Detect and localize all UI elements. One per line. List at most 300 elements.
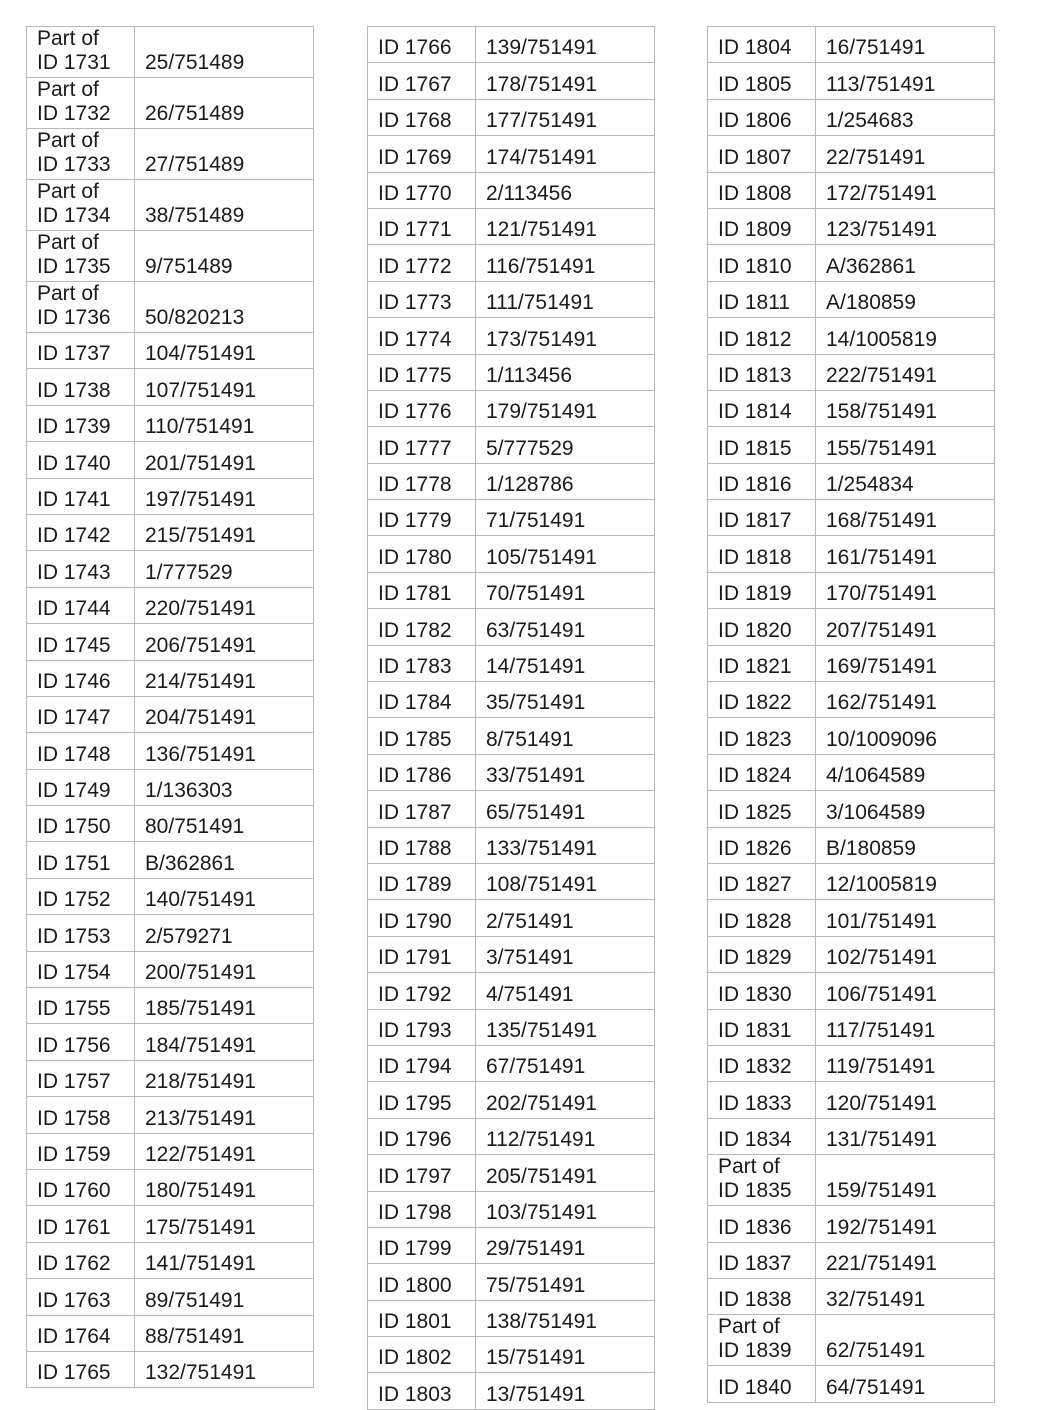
table-row — [368, 354, 655, 390]
reference-cell: 120/751491 — [816, 1082, 995, 1118]
id-cell: ID 1759 — [27, 1133, 135, 1169]
id-label: ID 1731 — [37, 51, 111, 74]
reference-cell: 141/751491 — [135, 1242, 314, 1278]
id-cell: ID 1794 — [368, 1045, 476, 1081]
table-row — [27, 587, 314, 623]
id-cell: ID 1778 — [368, 463, 476, 499]
id-cell: ID 1745 — [27, 624, 135, 660]
table-row — [368, 900, 655, 936]
table-row — [368, 682, 655, 718]
reference-cell: 67/751491 — [476, 1045, 655, 1081]
table-row — [27, 1024, 314, 1060]
id-cell: ID 1798 — [368, 1191, 476, 1227]
table-row — [368, 1300, 655, 1336]
reference-cell: 221/751491 — [816, 1242, 995, 1278]
reference-cell: 101/751491 — [816, 900, 995, 936]
reference-cell: 1/128786 — [476, 463, 655, 499]
id-cell: ID 1803 — [368, 1373, 476, 1409]
id-cell: ID 1766 — [368, 27, 476, 63]
part-of-label: Part of — [37, 27, 99, 50]
reference-cell: 155/751491 — [816, 427, 995, 463]
table-row — [27, 769, 314, 805]
reference-cell: 184/751491 — [135, 1024, 314, 1060]
id-cell: ID 1797 — [368, 1155, 476, 1191]
table-row — [708, 63, 995, 99]
id-cell: ID 1789 — [368, 863, 476, 899]
table-row — [27, 1169, 314, 1205]
table-row — [368, 1264, 655, 1300]
reference-cell: 1/136303 — [135, 769, 314, 805]
table-row — [708, 900, 995, 936]
reference-cell: 105/751491 — [476, 536, 655, 572]
table-row — [708, 281, 995, 317]
table-row — [708, 973, 995, 1009]
table-row — [27, 1279, 314, 1315]
part-of-label: Part of — [718, 1315, 780, 1339]
table-row — [27, 696, 314, 732]
reference-cell: 180/751491 — [135, 1169, 314, 1205]
id-cell: ID 1787 — [368, 791, 476, 827]
table-row — [27, 915, 314, 951]
id-cell: ID 1764 — [27, 1315, 135, 1351]
reference-cell: 38/751489 — [135, 180, 314, 231]
reference-cell: 10/1009096 — [816, 718, 995, 754]
id-cell: ID 1840 — [708, 1366, 816, 1402]
reference-cell: 110/751491 — [135, 405, 314, 441]
id-cell: ID 1796 — [368, 1118, 476, 1154]
table-row — [708, 1366, 995, 1402]
table-row — [368, 500, 655, 536]
reference-cell: 170/751491 — [816, 572, 995, 608]
id-table-column-1 — [26, 26, 314, 1388]
part-of-label: Part of — [37, 180, 99, 203]
reference-cell: 2/751491 — [476, 900, 655, 936]
table-row — [368, 973, 655, 1009]
id-cell: ID 1829 — [708, 936, 816, 972]
reference-cell: 108/751491 — [476, 863, 655, 899]
id-cell: ID 1754 — [27, 951, 135, 987]
id-cell: ID 1799 — [368, 1227, 476, 1263]
table-row — [368, 718, 655, 754]
reference-cell: 27/751489 — [135, 129, 314, 180]
id-cell: ID 1802 — [368, 1337, 476, 1373]
table-row — [368, 645, 655, 681]
reference-cell: 178/751491 — [476, 63, 655, 99]
id-cell: ID 1790 — [368, 900, 476, 936]
table-row — [27, 231, 314, 282]
reference-cell: 132/751491 — [135, 1351, 314, 1387]
table-row — [368, 245, 655, 281]
table-row — [368, 1045, 655, 1081]
reference-cell: 174/751491 — [476, 136, 655, 172]
table-row — [27, 333, 314, 369]
id-cell: ID 1815 — [708, 427, 816, 463]
id-cell: ID 1741 — [27, 478, 135, 514]
id-cell: ID 1761 — [27, 1206, 135, 1242]
table-row — [708, 208, 995, 244]
table-row — [368, 536, 655, 572]
id-label: ID 1733 — [37, 153, 111, 176]
table-row — [708, 827, 995, 863]
reference-cell: 2/113456 — [476, 172, 655, 208]
table-row — [708, 27, 995, 63]
id-cell: ID 1786 — [368, 754, 476, 790]
reference-cell: 102/751491 — [816, 936, 995, 972]
id-cell: ID 1828 — [708, 900, 816, 936]
id-cell: ID 1747 — [27, 696, 135, 732]
id-cell: ID 1744 — [27, 587, 135, 623]
reference-cell: 106/751491 — [816, 973, 995, 1009]
id-cell: ID 1807 — [708, 136, 816, 172]
id-label: ID 1734 — [37, 204, 111, 227]
reference-cell: 14/1005819 — [816, 318, 995, 354]
part-of-label: Part of — [37, 129, 99, 152]
reference-cell: 136/751491 — [135, 733, 314, 769]
id-cell: ID 1814 — [708, 390, 816, 426]
reference-cell: 207/751491 — [816, 609, 995, 645]
reference-cell: 168/751491 — [816, 500, 995, 536]
table-row — [27, 369, 314, 405]
id-cell: ID 1777 — [368, 427, 476, 463]
table-row — [27, 514, 314, 550]
table-row — [708, 99, 995, 135]
table-row — [27, 1206, 314, 1242]
table-row — [368, 390, 655, 426]
reference-cell: 63/751491 — [476, 609, 655, 645]
id-cell: ID 1768 — [368, 99, 476, 135]
table-row — [368, 1191, 655, 1227]
reference-cell: 3/1064589 — [816, 791, 995, 827]
reference-cell: 205/751491 — [476, 1155, 655, 1191]
reference-cell: 4/751491 — [476, 973, 655, 1009]
reference-cell: 162/751491 — [816, 682, 995, 718]
id-cell: ID 1750 — [27, 806, 135, 842]
reference-cell: 201/751491 — [135, 442, 314, 478]
reference-cell: 71/751491 — [476, 500, 655, 536]
id-cell: ID 1801 — [368, 1300, 476, 1336]
reference-cell: 175/751491 — [135, 1206, 314, 1242]
table-row — [27, 660, 314, 696]
reference-cell: 123/751491 — [816, 208, 995, 244]
reference-cell: 62/751491 — [816, 1315, 995, 1366]
reference-cell: 22/751491 — [816, 136, 995, 172]
reference-cell: 206/751491 — [135, 624, 314, 660]
table-row — [368, 827, 655, 863]
id-cell: ID 1758 — [27, 1097, 135, 1133]
id-cell — [27, 78, 135, 129]
table-row — [27, 405, 314, 441]
reference-cell: 172/751491 — [816, 172, 995, 208]
reference-cell: 104/751491 — [135, 333, 314, 369]
table-row — [708, 1118, 995, 1154]
reference-cell: 131/751491 — [816, 1118, 995, 1154]
table-row — [368, 936, 655, 972]
table-row — [708, 682, 995, 718]
table-row — [27, 1060, 314, 1096]
reference-cell: 89/751491 — [135, 1279, 314, 1315]
id-cell: ID 1810 — [708, 245, 816, 281]
id-cell: ID 1826 — [708, 827, 816, 863]
id-cell: ID 1780 — [368, 536, 476, 572]
reference-cell: 107/751491 — [135, 369, 314, 405]
reference-cell: 8/751491 — [476, 718, 655, 754]
id-cell: ID 1784 — [368, 682, 476, 718]
id-cell: ID 1772 — [368, 245, 476, 281]
reference-cell: 133/751491 — [476, 827, 655, 863]
id-cell: ID 1740 — [27, 442, 135, 478]
id-cell: ID 1748 — [27, 733, 135, 769]
id-cell: ID 1793 — [368, 1009, 476, 1045]
reference-cell: B/362861 — [135, 842, 314, 878]
reference-cell: 33/751491 — [476, 754, 655, 790]
table-row — [708, 1206, 995, 1242]
id-cell: ID 1776 — [368, 390, 476, 426]
reference-cell: 200/751491 — [135, 951, 314, 987]
reference-cell: 213/751491 — [135, 1097, 314, 1133]
id-cell: ID 1771 — [368, 208, 476, 244]
reference-cell: 113/751491 — [816, 63, 995, 99]
reference-cell: 1/254683 — [816, 99, 995, 135]
id-cell: ID 1831 — [708, 1009, 816, 1045]
table-row — [708, 245, 995, 281]
reference-cell: 80/751491 — [135, 806, 314, 842]
id-cell: ID 1767 — [368, 63, 476, 99]
table-row — [708, 172, 995, 208]
table-row — [708, 1045, 995, 1081]
id-cell: ID 1824 — [708, 754, 816, 790]
part-of-label: Part of — [37, 78, 99, 101]
id-cell: ID 1827 — [708, 863, 816, 899]
table-row — [368, 281, 655, 317]
id-cell: ID 1762 — [27, 1242, 135, 1278]
id-cell: ID 1817 — [708, 500, 816, 536]
table-row — [708, 1009, 995, 1045]
reference-cell: 13/751491 — [476, 1373, 655, 1409]
reference-cell: 75/751491 — [476, 1264, 655, 1300]
table-row — [368, 1227, 655, 1263]
reference-cell: 1/254834 — [816, 463, 995, 499]
table-row — [27, 78, 314, 129]
reference-cell: 64/751491 — [816, 1366, 995, 1402]
reference-cell: 26/751489 — [135, 78, 314, 129]
table-row — [368, 1337, 655, 1373]
table-row — [27, 1097, 314, 1133]
reference-cell: 16/751491 — [816, 27, 995, 63]
id-cell — [27, 282, 135, 333]
id-cell: ID 1805 — [708, 63, 816, 99]
part-of-label: Part of — [718, 1155, 780, 1179]
table-row — [27, 129, 314, 180]
table-row — [27, 733, 314, 769]
table-row — [368, 463, 655, 499]
table-row — [368, 27, 655, 63]
reference-cell: 121/751491 — [476, 208, 655, 244]
id-cell: ID 1813 — [708, 354, 816, 390]
table-row — [368, 208, 655, 244]
id-cell: ID 1773 — [368, 281, 476, 317]
reference-cell: 197/751491 — [135, 478, 314, 514]
id-cell — [27, 129, 135, 180]
reference-cell: 50/820213 — [135, 282, 314, 333]
id-cell: ID 1823 — [708, 718, 816, 754]
reference-cell: 32/751491 — [816, 1278, 995, 1314]
reference-cell: 29/751491 — [476, 1227, 655, 1263]
table-row — [708, 463, 995, 499]
reference-cell: 1/777529 — [135, 551, 314, 587]
id-cell: ID 1821 — [708, 645, 816, 681]
reference-cell: 192/751491 — [816, 1206, 995, 1242]
id-cell: ID 1753 — [27, 915, 135, 951]
id-cell: ID 1791 — [368, 936, 476, 972]
reference-cell: 202/751491 — [476, 1082, 655, 1118]
reference-cell: 12/1005819 — [816, 863, 995, 899]
id-cell: ID 1788 — [368, 827, 476, 863]
table-row — [368, 1118, 655, 1154]
table-row — [368, 427, 655, 463]
id-cell: ID 1811 — [708, 281, 816, 317]
table-row — [27, 806, 314, 842]
id-cell: ID 1737 — [27, 333, 135, 369]
table-row — [27, 27, 314, 78]
id-cell: ID 1795 — [368, 1082, 476, 1118]
reference-cell: 173/751491 — [476, 318, 655, 354]
id-label: ID 1835 — [718, 1179, 792, 1203]
table-row — [708, 863, 995, 899]
table-row — [368, 609, 655, 645]
reference-cell: 9/751489 — [135, 231, 314, 282]
table-row — [368, 1082, 655, 1118]
reference-cell: B/180859 — [816, 827, 995, 863]
table-row — [27, 1351, 314, 1387]
reference-cell: 169/751491 — [816, 645, 995, 681]
table-row — [708, 1242, 995, 1278]
reference-cell: A/362861 — [816, 245, 995, 281]
reference-cell: 117/751491 — [816, 1009, 995, 1045]
reference-cell: 65/751491 — [476, 791, 655, 827]
table-row — [708, 500, 995, 536]
id-cell: ID 1812 — [708, 318, 816, 354]
table-row — [708, 754, 995, 790]
table-row — [368, 99, 655, 135]
table-row — [368, 754, 655, 790]
id-cell: ID 1830 — [708, 973, 816, 1009]
id-cell: ID 1781 — [368, 572, 476, 608]
table-row — [708, 572, 995, 608]
reference-cell: 14/751491 — [476, 645, 655, 681]
id-cell: ID 1769 — [368, 136, 476, 172]
table-row — [27, 1242, 314, 1278]
id-cell: ID 1808 — [708, 172, 816, 208]
id-cell: ID 1738 — [27, 369, 135, 405]
table-row — [708, 609, 995, 645]
id-cell: ID 1834 — [708, 1118, 816, 1154]
id-cell: ID 1833 — [708, 1082, 816, 1118]
reference-cell: 15/751491 — [476, 1337, 655, 1373]
id-cell: ID 1792 — [368, 973, 476, 1009]
id-label: ID 1735 — [37, 255, 111, 278]
id-cell: ID 1806 — [708, 99, 816, 135]
table-row — [368, 791, 655, 827]
table-row — [368, 1373, 655, 1409]
id-cell: ID 1743 — [27, 551, 135, 587]
reference-cell: 25/751489 — [135, 27, 314, 78]
id-cell: ID 1760 — [27, 1169, 135, 1205]
id-cell — [27, 27, 135, 78]
table-row — [368, 863, 655, 899]
id-cell: ID 1782 — [368, 609, 476, 645]
table-row — [27, 1315, 314, 1351]
table-row — [27, 478, 314, 514]
id-cell: ID 1752 — [27, 878, 135, 914]
id-cell: ID 1804 — [708, 27, 816, 63]
id-cell: ID 1837 — [708, 1242, 816, 1278]
id-cell: ID 1818 — [708, 536, 816, 572]
id-cell: ID 1751 — [27, 842, 135, 878]
table-row — [708, 718, 995, 754]
table-row — [708, 1155, 995, 1206]
table-row — [708, 1278, 995, 1314]
id-label: ID 1732 — [37, 102, 111, 125]
part-of-label: Part of — [37, 282, 99, 305]
reference-cell: 119/751491 — [816, 1045, 995, 1081]
table-row — [27, 180, 314, 231]
table-row — [708, 427, 995, 463]
id-cell: ID 1774 — [368, 318, 476, 354]
reference-cell: 159/751491 — [816, 1155, 995, 1206]
table-row — [368, 572, 655, 608]
reference-cell: 5/777529 — [476, 427, 655, 463]
reference-cell: A/180859 — [816, 281, 995, 317]
table-row — [368, 1155, 655, 1191]
reference-cell: 70/751491 — [476, 572, 655, 608]
id-label: ID 1839 — [718, 1339, 792, 1363]
id-cell: ID 1749 — [27, 769, 135, 805]
reference-cell: 1/113456 — [476, 354, 655, 390]
id-table-column-3 — [707, 26, 995, 1403]
table-row — [27, 878, 314, 914]
reference-cell: 135/751491 — [476, 1009, 655, 1045]
reference-cell: 122/751491 — [135, 1133, 314, 1169]
id-cell: ID 1832 — [708, 1045, 816, 1081]
id-cell: ID 1809 — [708, 208, 816, 244]
table-row — [27, 1133, 314, 1169]
table-row — [708, 1082, 995, 1118]
table-row — [27, 624, 314, 660]
table-row — [368, 1009, 655, 1045]
table-row — [27, 842, 314, 878]
id-cell: ID 1800 — [368, 1264, 476, 1300]
table-row — [708, 536, 995, 572]
reference-cell: 3/751491 — [476, 936, 655, 972]
reference-cell: 215/751491 — [135, 514, 314, 550]
reference-cell: 214/751491 — [135, 660, 314, 696]
id-cell — [27, 180, 135, 231]
id-label: ID 1736 — [37, 306, 111, 329]
reference-cell: 138/751491 — [476, 1300, 655, 1336]
id-cell: ID 1816 — [708, 463, 816, 499]
id-cell: ID 1820 — [708, 609, 816, 645]
id-cell — [27, 231, 135, 282]
id-cell: ID 1775 — [368, 354, 476, 390]
id-cell: ID 1819 — [708, 572, 816, 608]
table-row — [27, 951, 314, 987]
table-row — [27, 442, 314, 478]
id-cell: ID 1756 — [27, 1024, 135, 1060]
table-row — [708, 390, 995, 426]
id-cell: ID 1739 — [27, 405, 135, 441]
reference-cell: 185/751491 — [135, 988, 314, 1024]
reference-cell: 220/751491 — [135, 587, 314, 623]
